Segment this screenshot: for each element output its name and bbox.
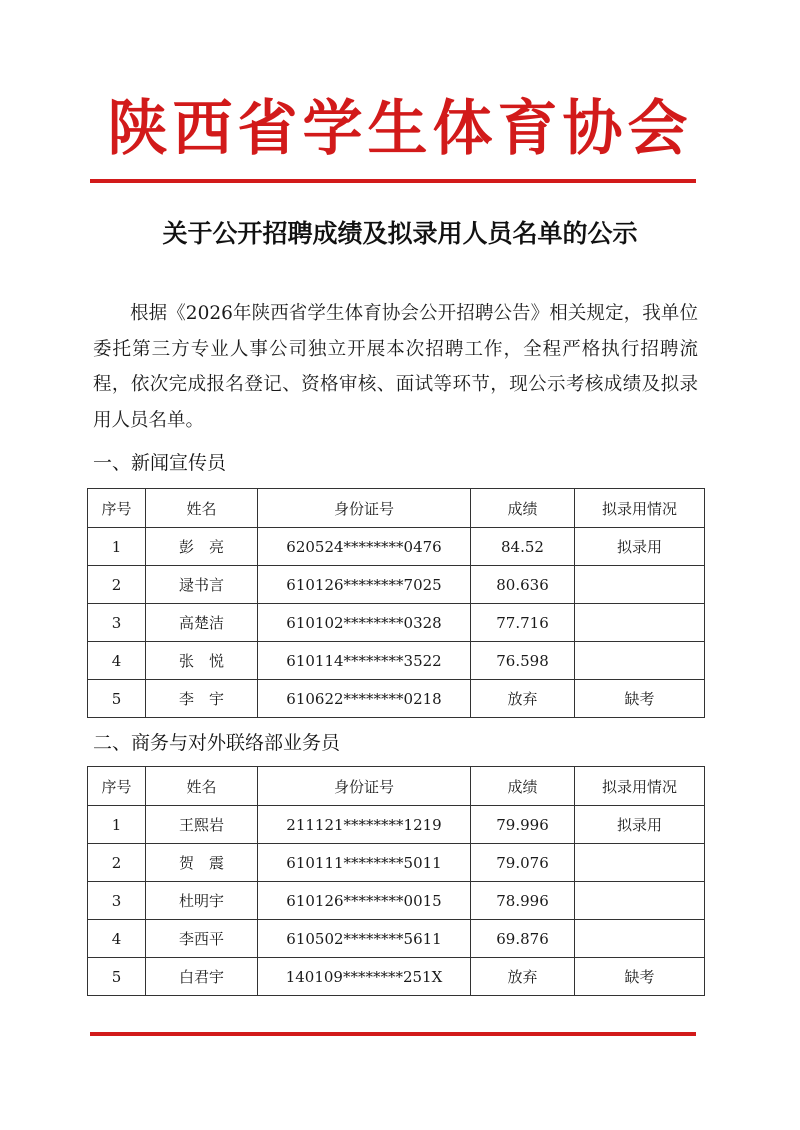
cell-score: 80.636 [471, 566, 575, 604]
table-row [88, 882, 705, 920]
section-heading-1: 一、新闻宣传员 [93, 452, 227, 474]
cell-name: 逯书言 [146, 566, 258, 604]
cell-id: 620524********0476 [258, 528, 471, 566]
col-header-score: 成绩 [471, 767, 575, 806]
cell-name: 李西平 [146, 920, 258, 958]
cell-id: 610111********5011 [258, 844, 471, 882]
cell-name: 李 宇 [146, 680, 258, 718]
col-header-index: 序号 [88, 767, 146, 806]
cell-status [575, 604, 705, 642]
cell-index: 2 [88, 566, 146, 604]
cell-status [575, 882, 705, 920]
table-row [88, 680, 705, 718]
col-header-score: 成绩 [471, 489, 575, 528]
cell-index: 5 [88, 958, 146, 996]
col-header-status: 拟录用情况 [575, 489, 705, 528]
col-header-status: 拟录用情况 [575, 767, 705, 806]
table-header-row [88, 489, 705, 528]
cell-name: 张 悦 [146, 642, 258, 680]
header-red-rule [90, 179, 696, 183]
org-title: 陕西省学生体育协会 [107, 94, 693, 164]
footer-red-rule [90, 1032, 696, 1036]
cell-name: 王熙岩 [146, 806, 258, 844]
cell-status: 缺考 [575, 958, 705, 996]
cell-id: 610622********0218 [258, 680, 471, 718]
cell-score: 放弃 [471, 958, 575, 996]
cell-id: 211121********1219 [258, 806, 471, 844]
cell-score: 69.876 [471, 920, 575, 958]
cell-id: 610502********5611 [258, 920, 471, 958]
col-header-id: 身份证号 [258, 489, 471, 528]
cell-score: 78.996 [471, 882, 575, 920]
cell-name: 杜明宇 [146, 882, 258, 920]
roster-table-1 [87, 488, 705, 718]
table-row [88, 920, 705, 958]
roster-table-2 [87, 766, 705, 996]
cell-id: 610126********0015 [258, 882, 471, 920]
cell-status: 缺考 [575, 680, 705, 718]
cell-name: 高楚洁 [146, 604, 258, 642]
table-row [88, 642, 705, 680]
cell-name: 贺 震 [146, 844, 258, 882]
cell-id: 610102********0328 [258, 604, 471, 642]
cell-index: 4 [88, 642, 146, 680]
table-row [88, 958, 705, 996]
cell-index: 1 [88, 806, 146, 844]
col-header-name: 姓名 [146, 767, 258, 806]
cell-id: 140109********251X [258, 958, 471, 996]
cell-status [575, 920, 705, 958]
table-row [88, 806, 705, 844]
cell-score: 77.716 [471, 604, 575, 642]
cell-status [575, 566, 705, 604]
table-row [88, 604, 705, 642]
section-heading-2: 二、商务与对外联络部业务员 [93, 732, 341, 754]
cell-score: 76.598 [471, 642, 575, 680]
cell-index: 1 [88, 528, 146, 566]
cell-score: 79.076 [471, 844, 575, 882]
col-header-name: 姓名 [146, 489, 258, 528]
cell-index: 3 [88, 604, 146, 642]
notice-title: 关于公开招聘成绩及拟录用人员名单的公示 [162, 219, 638, 248]
cell-id: 610114********3522 [258, 642, 471, 680]
table-header-row [88, 767, 705, 806]
cell-status: 拟录用 [575, 528, 705, 566]
cell-id: 610126********7025 [258, 566, 471, 604]
col-header-id: 身份证号 [258, 767, 471, 806]
cell-status [575, 844, 705, 882]
col-header-index: 序号 [88, 489, 146, 528]
cell-name: 彭 亮 [146, 528, 258, 566]
table-row [88, 844, 705, 882]
cell-index: 2 [88, 844, 146, 882]
cell-status: 拟录用 [575, 806, 705, 844]
cell-status [575, 642, 705, 680]
cell-index: 5 [88, 680, 146, 718]
table-row [88, 528, 705, 566]
cell-name: 白君宇 [146, 958, 258, 996]
cell-index: 3 [88, 882, 146, 920]
table-row [88, 566, 705, 604]
cell-score: 79.996 [471, 806, 575, 844]
cell-score: 放弃 [471, 680, 575, 718]
intro-paragraph: 根据《2026年陕西省学生体育协会公开招聘公告》相关规定，我单位委托第三方专业人事公司独立开展本次招聘工作，全程严格执行招聘流程，依次完成报名登记、资格审核、面试等环节，现公示考核成绩及拟录用人员名单。 [93, 303, 698, 431]
cell-score: 84.52 [471, 528, 575, 566]
cell-index: 4 [88, 920, 146, 958]
